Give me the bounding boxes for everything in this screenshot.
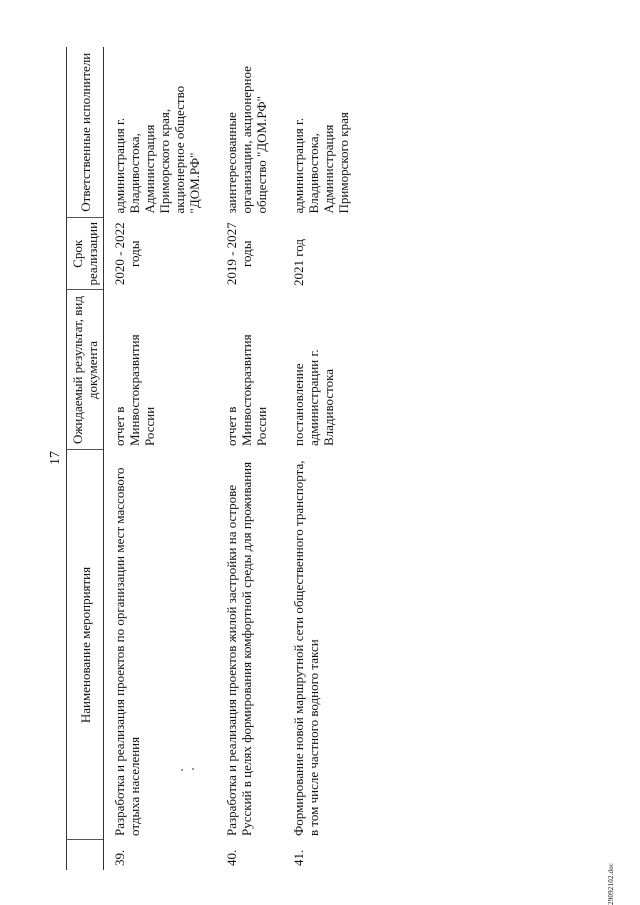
- row-executors: заинтересованные организации, акционерное общество "ДОМ.РФ": [224, 66, 269, 214]
- row-term: 2019 - 2027 годы: [224, 222, 254, 286]
- row-term: 2021 год: [291, 239, 306, 286]
- row-name: Формирование новой маршрутной сети общественного транспорта, в том числе частного водного такси: [291, 460, 321, 836]
- scan-speck: [192, 769, 194, 771]
- row-number: 41.: [291, 849, 306, 866]
- table-row: [283, 47, 365, 870]
- header-result: Ожидаемый результат, вид документа: [67, 290, 104, 450]
- header-name: Наименование мероприятия: [67, 450, 104, 840]
- row-number: 40.: [224, 849, 239, 866]
- row-result: отчет в Минвостокразвития России: [112, 334, 157, 446]
- page-number: 17: [48, 451, 63, 465]
- header-term: Срок реализации: [67, 217, 104, 290]
- measures-table: [66, 47, 365, 870]
- table-row: [216, 47, 283, 870]
- table-row: [104, 47, 217, 870]
- scan-speck: [181, 770, 183, 772]
- row-number: 39.: [112, 849, 127, 866]
- row-executors: администрация г. Владивостока, Администрация Приморского края: [291, 112, 351, 214]
- table-header-row: [67, 47, 104, 870]
- row-result: отчет в Минвостокразвития России: [224, 334, 269, 446]
- row-executors: администрация г. Владивостока, Администрация Приморского края, акционерное общество "ДОМ.РФ": [112, 85, 202, 214]
- row-term: 2020 - 2022 годы: [112, 222, 142, 286]
- file-reference: 29092102.doc: [607, 862, 615, 905]
- header-executors: Ответственные исполнители: [67, 47, 104, 217]
- row-name: Разработка и реализация проектов по организации мест массового отдыха населения: [112, 467, 142, 836]
- row-result: постановление администрации г. Владивостока: [291, 349, 336, 446]
- header-number: [67, 840, 104, 870]
- row-name: Разработка и реализация проектов жилой застройки на острове Русский в целях формирования комфортной среды для проживания: [224, 461, 254, 836]
